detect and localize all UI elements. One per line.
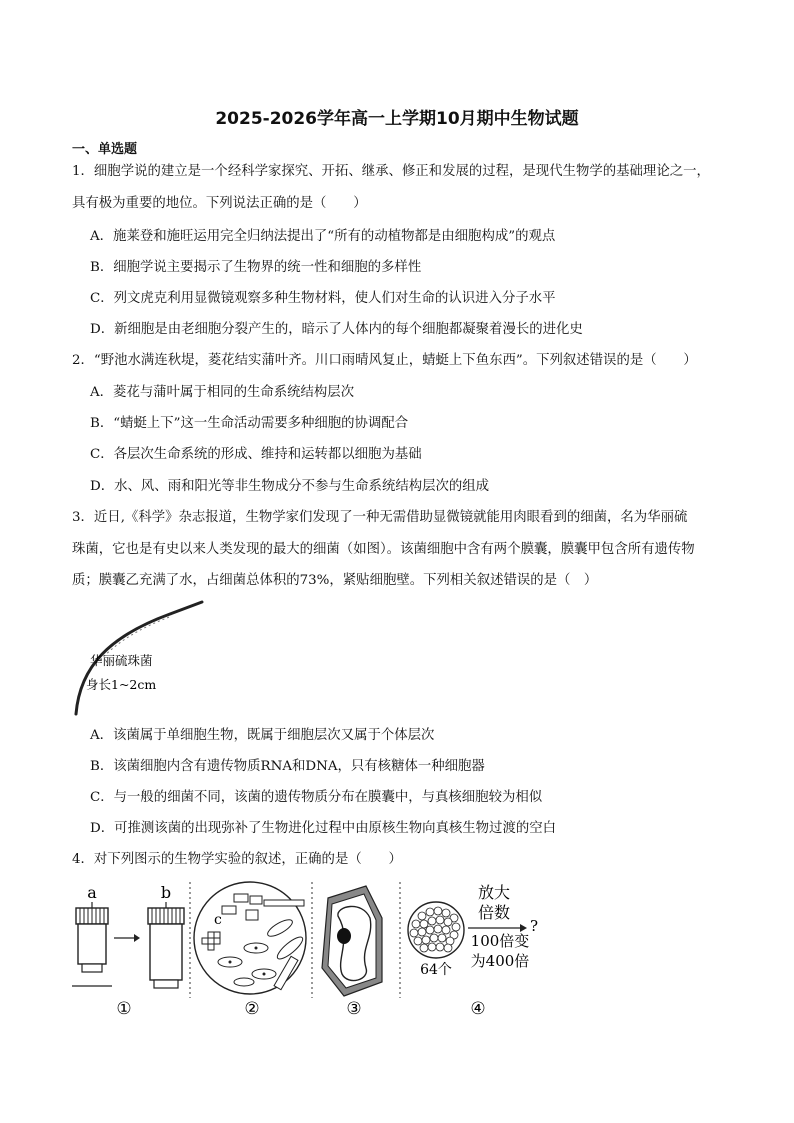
bacterium-size-label: 身长1~2cm (86, 677, 157, 692)
nucleus (337, 928, 351, 944)
fig4-text-400: 为400倍 (470, 952, 530, 970)
fig4-arrow-head (520, 924, 527, 932)
q1-option-d: D．新细胞是由老细胞分裂产生的，暗示了人体内的每个细胞都凝聚着漫长的进化史 (90, 322, 583, 337)
q3-stem-line3: 质；膜囊乙充满了水，占细菌总体积的73%，紧贴细胞壁。下列相关叙述错误的是（ ） (72, 573, 598, 588)
figure-3-number: ③ (346, 999, 362, 1019)
fig4-text-beishu: 倍数 (477, 903, 511, 922)
q3-stem-line2: 珠菌，它也是有史以来人类发现的最大的细菌（如图）。该菌细胞中含有两个膜囊，膜囊甲包含所有遗传物 (72, 542, 695, 557)
fig4-text-fangda: 放大 (477, 883, 511, 902)
label-c: c (214, 912, 222, 928)
q2-option-c: C．各层次生命系统的形成、维持和运转都以细胞为基础 (90, 447, 422, 462)
q1-stem-line1: 1．细胞学说的建立是一个经科学家探究、开拓、继承、修正和发展的过程，是现代生物学的基础理论之一， (72, 164, 710, 179)
q3-stem-line1: 3．近日,《科学》杂志报道，生物学家们发现了一种无需借助显微镜就能用肉眼看到的细菌，名为华丽硫 (72, 510, 688, 525)
figure-1-number: ① (116, 999, 132, 1019)
q4-stem: 4．对下列图示的生物学实验的叙述，正确的是（ ） (72, 852, 402, 867)
label-b: b (160, 883, 172, 902)
figure-4-number: ④ (470, 999, 486, 1019)
bacterium-figure (60, 596, 220, 720)
figure-2-field (194, 882, 306, 1019)
bacterium-name-label: 华丽硫珠菌 (90, 653, 153, 668)
q2-option-b: B．“蜻蜓上下”这一生命活动需要多种细胞的协调配合 (90, 416, 409, 431)
q2-option-d: D．水、风、雨和阳光等非生物成分不参与生命系统结构层次的组成 (90, 479, 490, 494)
q4-figures (66, 878, 546, 1020)
objective-a-body (78, 924, 106, 964)
q1-stem-line2: 具有极为重要的地位。下列说法正确的是（ ） (72, 196, 367, 211)
fig4-count-label: 64个 (420, 962, 452, 978)
q2-option-a: A．菱花与蒲叶属于相同的生命系统结构层次 (90, 385, 355, 400)
page-title: 2025-2026学年高一上学期10月期中生物试题 (215, 109, 579, 129)
figure-1-objectives (72, 883, 184, 1019)
q1-option-a: A．施莱登和施旺运用完全归纳法提出了“所有的动植物都是由细胞构成”的观点 (90, 229, 556, 244)
q3-option-a: A．该菌属于单细胞生物，既属于细胞层次又属于个体层次 (90, 728, 435, 743)
figure-3-plant-cell (322, 886, 382, 1019)
figure-4-magnification (408, 883, 538, 1019)
objective-b-top (148, 908, 184, 924)
q3-option-b: B．该菌细胞内含有遗传物质RNA和DNA，只有核糖体一种细胞器 (90, 759, 485, 774)
label-a: a (87, 883, 97, 902)
q1-option-b: B．细胞学说主要揭示了生物界的统一性和细胞的多样性 (90, 260, 422, 275)
section-heading: 一、单选题 (72, 142, 138, 157)
objective-b-body (150, 924, 182, 980)
q3-option-c: C．与一般的细菌不同，该菌的遗传物质分布在膜囊中，与真核细胞较为相似 (90, 790, 543, 805)
q3-option-d: D．可推测该菌的出现弥补了生物进化过程中由原核生物向真核生物过渡的空白 (90, 821, 557, 836)
fig4-question-mark: ? (529, 917, 539, 935)
fig4-text-100: 100倍变 (470, 932, 530, 950)
figure-2-number: ② (244, 999, 260, 1019)
q2-stem: 2．“野池水满连秋堤，菱花结实蒲叶齐。川口雨晴风复止，蜻蜓上下鱼东西”。下列叙述错误的是（ ） (72, 353, 697, 368)
q1-option-c: C．列文虎克利用显微镜观察多种生物材料，使人们对生命的认识进入分子水平 (90, 291, 556, 306)
